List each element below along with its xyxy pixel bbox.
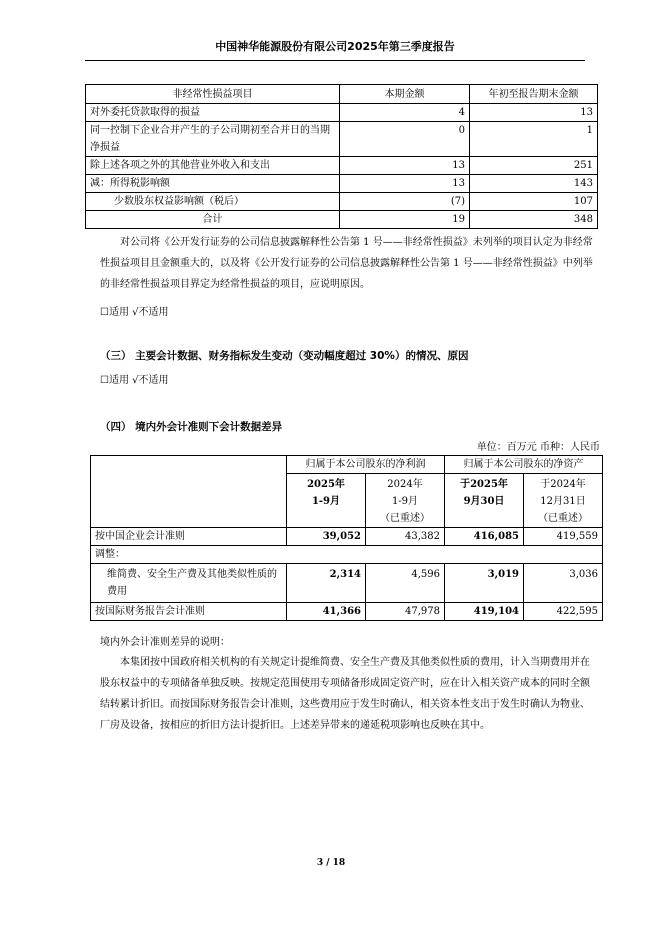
item-cell: 少数股东权益影响额（税后） (86, 193, 340, 211)
non-recurring-items-table (85, 84, 598, 229)
table-header-row (86, 85, 598, 104)
value-cell: 41,366 (287, 603, 366, 621)
value-cell: 39,052 (287, 528, 366, 546)
header-cell: 本期金额 (340, 85, 470, 104)
difference-heading: 境内外会计准则差异的说明： (100, 637, 230, 648)
header-rule (85, 60, 585, 61)
item-cell: 对外委托贷款取得的损益 (86, 104, 340, 122)
item-cell: 除上述各项之外的其他营业外收入和支出 (86, 157, 340, 175)
ytd-cell: 1 (470, 122, 598, 157)
restated-note: （已重述） (380, 513, 430, 524)
value-cell: 422,595 (524, 603, 603, 621)
net-assets-group-header: 归属于本公司股东的净资产 (445, 456, 603, 474)
page-number: 3 / 18 (316, 858, 346, 868)
period-line: 9月30日 (463, 496, 505, 507)
row-label: 调整： (91, 546, 603, 564)
section-4-title: （四） 境内外会计准则下会计数据差异 (100, 421, 283, 433)
current-cell: (7) (340, 193, 470, 211)
header-cell: 非经常性损益项目 (86, 85, 340, 104)
period-line: 于2024年 (540, 479, 586, 490)
current-cell: 13 (340, 175, 470, 193)
ytd-cell: 143 (470, 175, 598, 193)
item-cell: 减：所得税影响额 (86, 175, 340, 193)
table-row (86, 175, 598, 193)
value-cell: 419,104 (445, 603, 524, 621)
ytd-cell: 107 (470, 193, 598, 211)
table-total-row (86, 211, 598, 229)
period-line: 12月31日 (540, 496, 586, 507)
period-line: 2024年 (387, 479, 423, 490)
period-header-cell (366, 474, 445, 528)
item-cell: 合计 (86, 211, 340, 229)
restated-note: （已重述） (538, 513, 588, 524)
current-cell: 4 (340, 104, 470, 122)
table-row (91, 564, 603, 603)
difference-explanation-paragraph: 本集团按中国政府相关机构的有关规定计提维简费、安全生产费及其他类似性质的费用，计入当期费用并在股东权益中的专项储备单独反映。按规定范围使用专项储备形成固定资产时，应在计入相关资产成本的同时全额结转累计折旧。而按国际财务报告会计准则，这些费用应于发生时确认，相关资本性支出于发生时确认为物业、厂房及设备，按相应的折旧方法计提折旧。上述差异带来的递延税项影响也反映在其中。 (100, 657, 590, 731)
table-row (91, 603, 603, 621)
table-row (91, 528, 603, 546)
current-cell: 0 (340, 122, 470, 157)
row-label: 按中国企业会计准则 (91, 528, 287, 546)
period-line: 2025年 (307, 479, 345, 490)
period-line: 于2025年 (460, 479, 508, 490)
value-cell: 416,085 (445, 528, 524, 546)
period-header-cell (287, 474, 366, 528)
value-cell: 419,559 (524, 528, 603, 546)
gaap-difference-table (90, 455, 603, 621)
ytd-cell: 251 (470, 157, 598, 175)
ytd-cell: 13 (470, 104, 598, 122)
period-header-cell (445, 474, 524, 528)
net-profit-group-header: 归属于本公司股东的净利润 (287, 456, 445, 474)
table-row (86, 104, 598, 122)
section-3-choice: ☐适用 √不适用 (100, 375, 169, 386)
value-cell: 2,314 (287, 564, 366, 603)
period-line: 1-9月 (311, 496, 341, 507)
section-3-title: （三） 主要会计数据、财务指标发生变动（变动幅度超过 30%）的情况、原因 (100, 350, 469, 362)
value-cell: 47,978 (366, 603, 445, 621)
value-cell: 3,019 (445, 564, 524, 603)
item-cell: 同一控制下企业合并产生的子公司期初至合并日的当期净损益 (86, 122, 340, 157)
period-header-cell (524, 474, 603, 528)
explanation-paragraph: 对公司将《公开发行证券的公司信息披露解释性公告第 1 号——非经常性损益》未列举的项目认定为非经常性损益项目且金额重大的，以及将《公开发行证券的公司信息披露解释性公告第 1 号——非经常性损益》中列举的非经常性损益项目界定为经常性损益的项目，应说明原因。 (100, 237, 593, 290)
row-label: 按国际财务报告会计准则 (91, 603, 287, 621)
current-cell: 19 (340, 211, 470, 229)
row-label: 维简费、安全生产费及其他类似性质的费用 (91, 564, 287, 603)
ytd-cell: 348 (470, 211, 598, 229)
value-cell: 43,382 (366, 528, 445, 546)
table-group-header-row (91, 456, 603, 474)
table-row (86, 122, 598, 157)
current-cell: 13 (340, 157, 470, 175)
table-row (91, 546, 603, 564)
table-row (86, 193, 598, 211)
applicability-choice: ☐适用 √不适用 (100, 307, 169, 318)
table-row (86, 157, 598, 175)
value-cell: 3,036 (524, 564, 603, 603)
value-cell: 4,596 (366, 564, 445, 603)
page-header-title: 中国神华能源股份有限公司2025年第三季度报告 (215, 40, 455, 53)
blank-header-cell (91, 456, 287, 528)
header-cell: 年初至报告期末金额 (470, 85, 598, 104)
unit-currency-note: 单位：百万元 币种：人民币 (476, 442, 600, 453)
period-line: 1-9月 (391, 496, 419, 507)
